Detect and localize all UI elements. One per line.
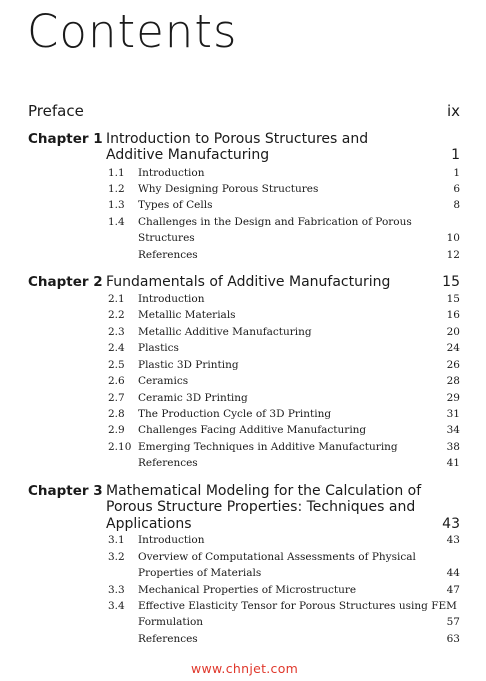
preface-page-number: ix: [446, 102, 460, 120]
section-title-continued[interactable]: Formulation: [138, 616, 204, 628]
section-number: 2.9: [108, 424, 125, 436]
preface-label[interactable]: Preface: [28, 102, 84, 120]
section-number: 1.3: [108, 199, 125, 211]
section-title[interactable]: Ceramics: [138, 375, 189, 387]
section-page-number: 29: [446, 392, 460, 404]
chapter-label: Chapter 3: [28, 483, 103, 499]
references-entry[interactable]: References: [138, 633, 198, 645]
chapter-title-line[interactable]: Fundamentals of Additive Manufacturing: [106, 274, 391, 290]
section-number: 3.3: [108, 584, 125, 596]
section-number: 2.8: [108, 408, 125, 420]
section-number: 1.2: [108, 183, 125, 195]
section-page-number: 8: [453, 199, 460, 211]
section-page-number: 20: [446, 326, 460, 338]
chapter-label: Chapter 1: [28, 131, 103, 147]
section-page-number: 43: [446, 534, 460, 546]
section-page-number: 47: [446, 584, 460, 596]
section-number: 2.5: [108, 359, 125, 371]
section-page-number: 24: [446, 342, 460, 354]
section-title[interactable]: Plastics: [138, 342, 179, 354]
section-title[interactable]: Challenges Facing Additive Manufacturing: [138, 424, 367, 436]
chapter-title-line[interactable]: Porous Structure Properties: Techniques and: [106, 499, 416, 515]
chapter-label: Chapter 2: [28, 274, 103, 290]
section-page-number: 26: [446, 359, 460, 371]
section-number: 1.1: [108, 167, 125, 179]
section-page-number: 16: [446, 309, 460, 321]
watermark: www.chnjet.com: [191, 661, 299, 676]
chapter-title-line[interactable]: Mathematical Modeling for the Calculation of: [106, 483, 422, 499]
section-title-continued[interactable]: Properties of Materials: [138, 567, 262, 579]
section-page-number: 44: [446, 567, 460, 579]
section-page-number: 63: [446, 633, 460, 645]
section-page-number: 38: [446, 441, 460, 453]
section-number: 2.6: [108, 375, 125, 387]
section-page-number: 6: [453, 183, 460, 195]
section-number: 2.7: [108, 392, 125, 404]
section-title[interactable]: Ceramic 3D Printing: [138, 392, 248, 404]
section-title[interactable]: Effective Elasticity Tensor for Porous Structures using FEM: [138, 600, 457, 612]
section-page-number: 41: [446, 457, 460, 469]
section-title[interactable]: Introduction: [138, 293, 205, 305]
chapter-page-number: 1: [451, 147, 460, 163]
section-title[interactable]: Emerging Techniques in Additive Manufacturing: [138, 441, 398, 453]
section-page-number: 15: [446, 293, 460, 305]
section-title[interactable]: Challenges in the Design and Fabrication of Porous: [138, 216, 412, 228]
section-number: 3.4: [108, 600, 125, 612]
section-title[interactable]: Introduction: [138, 167, 205, 179]
section-title[interactable]: Introduction: [138, 534, 205, 546]
section-number: 3.2: [108, 551, 125, 563]
section-page-number: 34: [446, 424, 460, 436]
chapter-title-line[interactable]: Additive Manufacturing: [106, 147, 270, 163]
section-page-number: 31: [446, 408, 460, 420]
section-number: 2.10: [108, 441, 132, 453]
page-title: Contents: [27, 5, 238, 58]
section-title[interactable]: Mechanical Properties of Microstructure: [138, 584, 357, 596]
chapter-title-line[interactable]: Introduction to Porous Structures and: [106, 131, 369, 147]
section-page-number: 12: [446, 249, 460, 261]
section-number: 2.2: [108, 309, 125, 321]
section-page-number: 1: [453, 167, 460, 179]
section-page-number: 28: [446, 375, 460, 387]
section-number: 2.1: [108, 293, 125, 305]
references-entry[interactable]: References: [138, 457, 198, 469]
chapter-page-number: 15: [442, 274, 460, 290]
section-title[interactable]: Metallic Additive Manufacturing: [138, 326, 312, 338]
section-number: 2.4: [108, 342, 125, 354]
section-title-continued[interactable]: Structures: [138, 232, 195, 244]
references-entry[interactable]: References: [138, 249, 198, 261]
section-number: 2.3: [108, 326, 125, 338]
section-title[interactable]: Types of Cells: [138, 199, 213, 211]
section-title[interactable]: Overview of Computational Assessments of Physical: [138, 551, 416, 563]
chapter-page-number: 43: [442, 516, 460, 532]
chapter-title-line[interactable]: Applications: [106, 516, 192, 532]
section-title[interactable]: Plastic 3D Printing: [138, 359, 239, 371]
section-page-number: 57: [446, 616, 460, 628]
section-title[interactable]: The Production Cycle of 3D Printing: [138, 408, 332, 420]
section-number: 1.4: [108, 216, 125, 228]
section-title[interactable]: Why Designing Porous Structures: [138, 183, 319, 195]
section-page-number: 10: [446, 232, 460, 244]
section-number: 3.1: [108, 534, 125, 546]
section-title[interactable]: Metallic Materials: [138, 309, 236, 321]
